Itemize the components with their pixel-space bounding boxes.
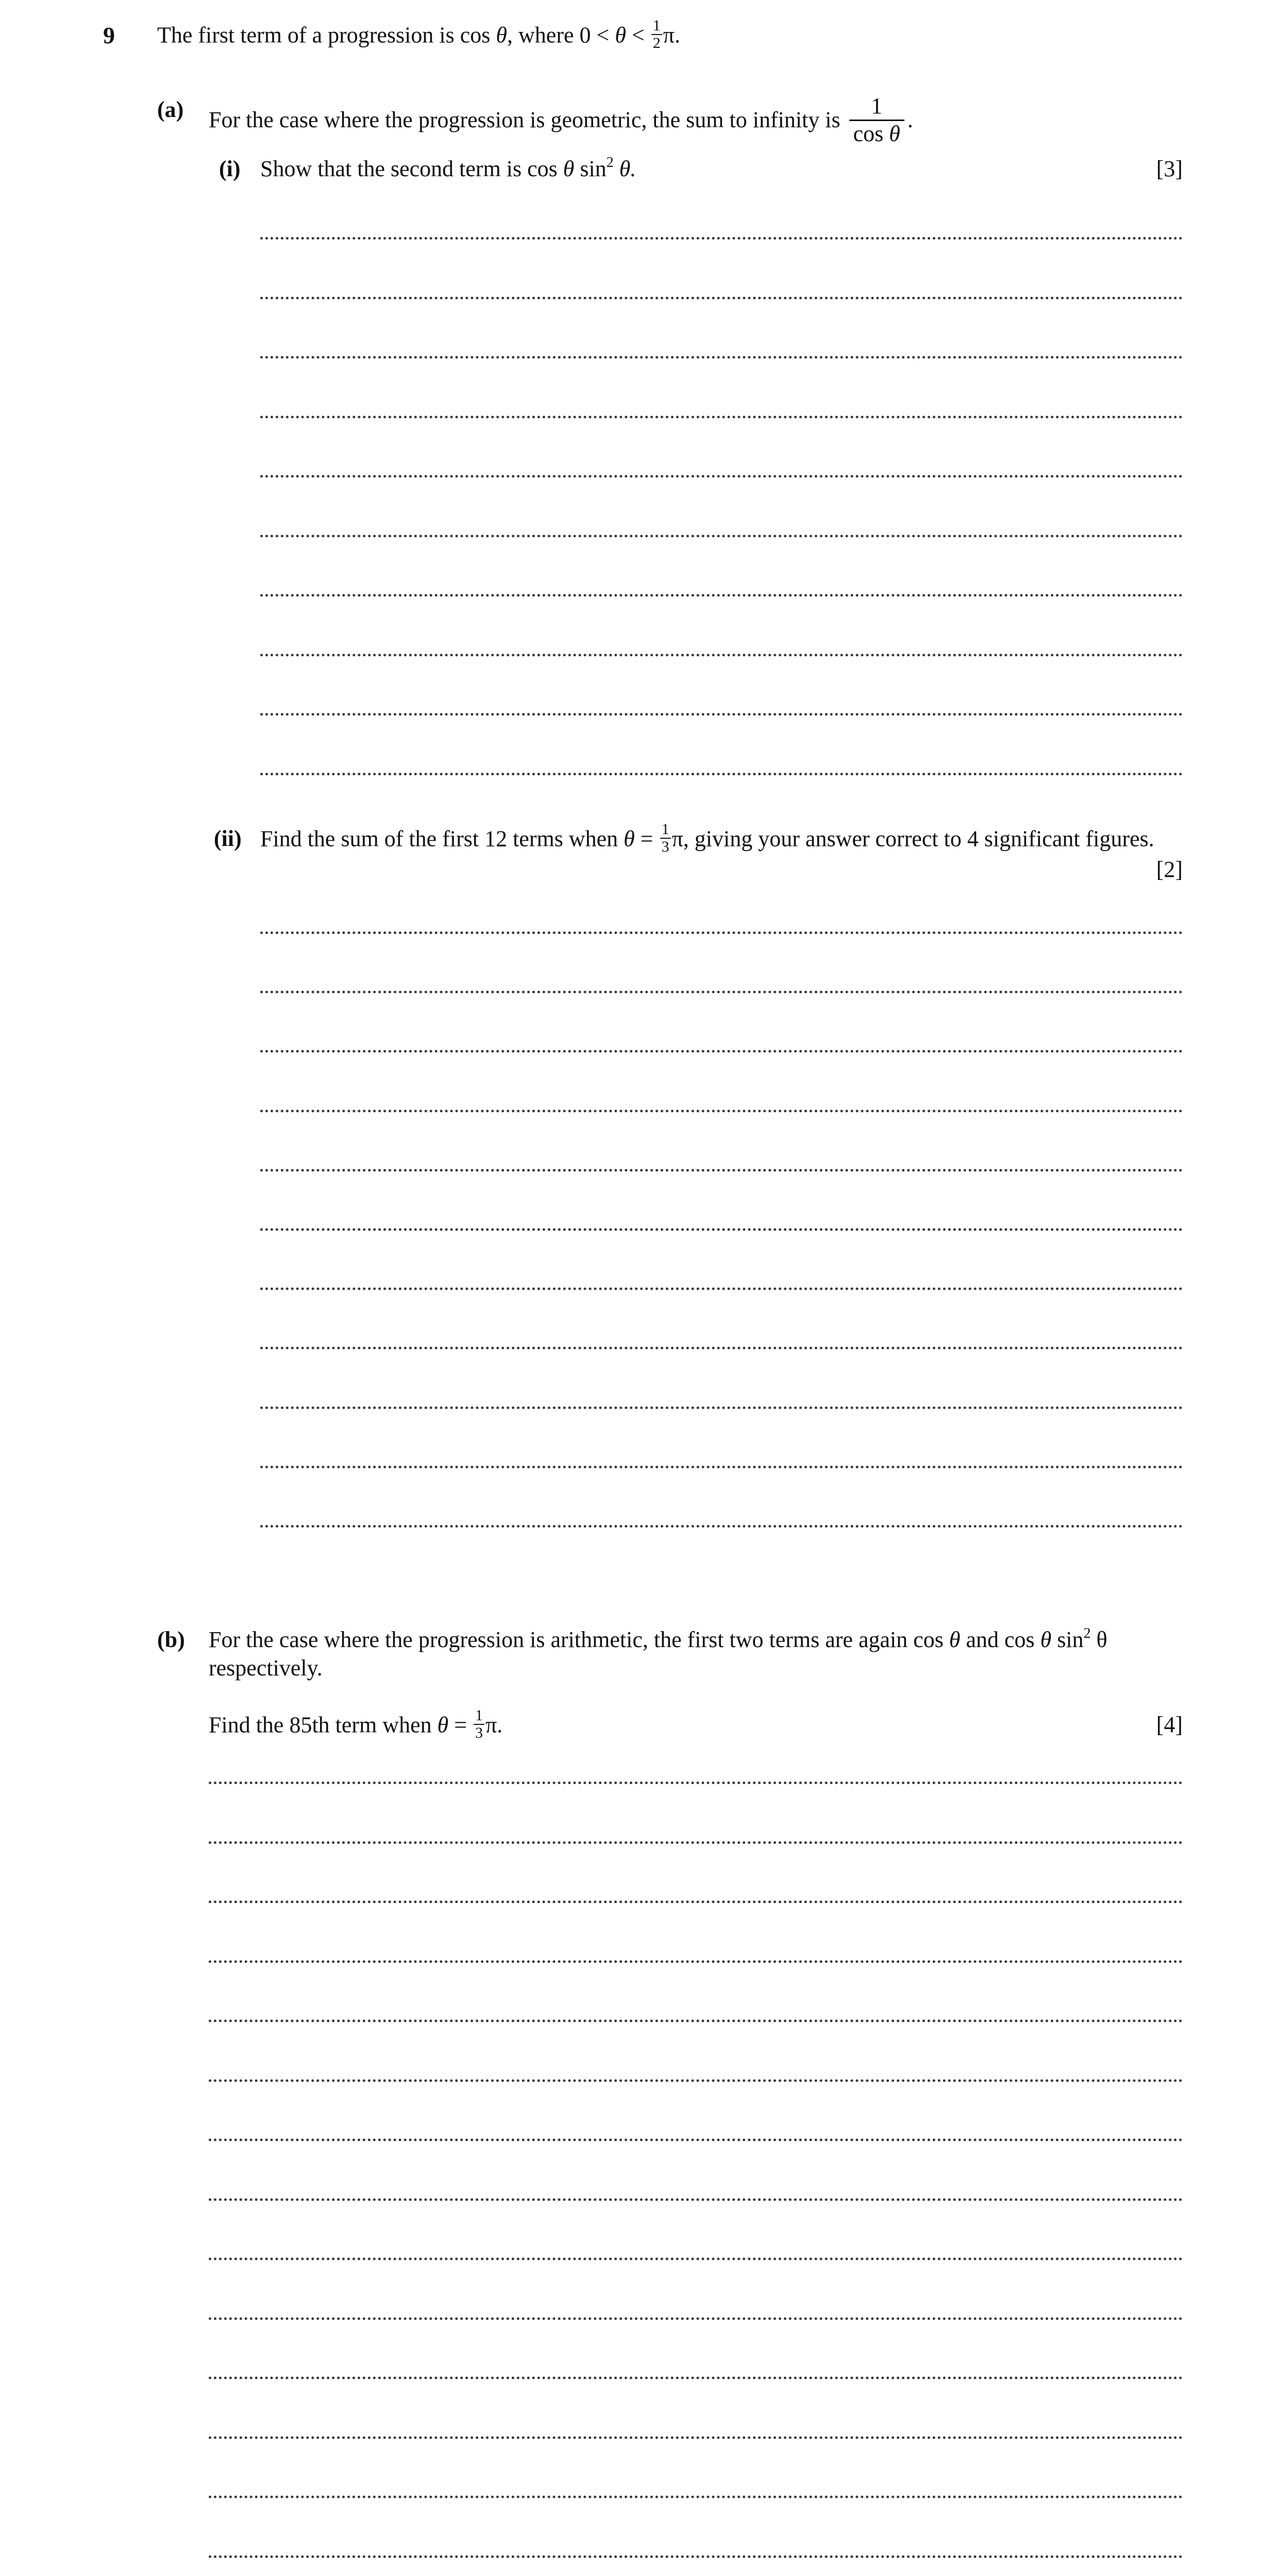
answer-line-a-ii[interactable] <box>260 1110 1183 1112</box>
theta-symbol: θ <box>563 156 575 181</box>
part-b-prefix: For the case where the progression is arithmetic, the first two terms are again cos <box>209 1627 949 1652</box>
answer-line-a-ii[interactable] <box>260 931 1183 934</box>
equals-sign: = <box>634 826 659 852</box>
answer-line-a-i[interactable] <box>260 475 1183 478</box>
theta-symbol: θ <box>437 1712 449 1738</box>
answer-line-a-ii[interactable] <box>260 1466 1183 1468</box>
answer-line-b[interactable] <box>209 2020 1183 2022</box>
part-a-end: . <box>907 107 913 133</box>
theta-symbol: θ <box>1040 1627 1052 1652</box>
part-b-find-prefix: Find the 85th term when <box>209 1712 438 1738</box>
fraction-numerator: 1 <box>474 1707 484 1725</box>
fraction-numerator: 1 <box>849 93 904 121</box>
answer-line-a-ii[interactable] <box>260 1228 1183 1231</box>
question-number: 9 <box>103 22 115 48</box>
and-cos-text: and cos <box>960 1627 1040 1652</box>
part-b-find-suffix: π. <box>485 1712 503 1738</box>
part-a-ii-suffix: π, giving your answer correct to 4 significant figures. <box>671 826 1154 852</box>
part-a-ii-marks: [2] <box>1156 857 1183 882</box>
stem-end: π. <box>663 22 681 48</box>
answer-line-b[interactable] <box>209 2555 1183 2558</box>
answer-line-a-ii[interactable] <box>260 1169 1183 1172</box>
fraction-denominator: 3 <box>661 838 669 855</box>
answer-line-a-i[interactable] <box>260 713 1183 716</box>
equals-sign: = <box>448 1712 473 1738</box>
cos-text: cos <box>853 121 889 146</box>
part-a-statement: For the case where the progression is geometric, the sum to infinity is <box>209 107 840 133</box>
part-b-marks: [4] <box>1156 1712 1183 1737</box>
part-a-label: (a) <box>157 97 184 122</box>
theta-symbol: θ <box>496 22 508 48</box>
sin-text: sin <box>1051 1627 1084 1652</box>
answer-line-b[interactable] <box>209 2139 1183 2141</box>
fraction-denominator: 3 <box>475 1724 483 1741</box>
answer-line-b[interactable] <box>209 2317 1183 2320</box>
fraction-denominator: 2 <box>652 34 661 52</box>
answer-line-b[interactable] <box>209 2198 1183 2201</box>
part-a-i-marks: [3] <box>1156 156 1183 181</box>
sin-text: sin <box>574 156 607 181</box>
answer-line-a-i[interactable] <box>260 237 1183 240</box>
answer-line-a-i[interactable] <box>260 773 1183 775</box>
theta-symbol: θ <box>949 1627 961 1652</box>
answer-line-b[interactable] <box>209 2377 1183 2379</box>
answer-line-a-ii[interactable] <box>260 1050 1183 1053</box>
part-b-label: (b) <box>157 1627 185 1652</box>
answer-line-a-i[interactable] <box>260 356 1183 359</box>
part-b-suffix: θ respectively. <box>209 1627 1107 1681</box>
answer-line-a-i[interactable] <box>260 535 1183 537</box>
stem-prefix: The first term of a progression is cos <box>157 22 496 48</box>
answer-line-b[interactable] <box>209 1901 1183 1903</box>
squared-exponent: 2 <box>606 155 614 171</box>
part-a-i-prefix: Show that the second term is cos <box>260 156 563 181</box>
answer-line-b[interactable] <box>209 2496 1183 2498</box>
part-a-ii-prefix: Find the sum of the first 12 terms when <box>260 826 624 852</box>
answer-line-a-ii[interactable] <box>260 1287 1183 1290</box>
answer-line-b[interactable] <box>209 2436 1183 2439</box>
stem-mid: , where 0 < <box>507 22 615 48</box>
answer-line-a-ii[interactable] <box>260 1347 1183 1349</box>
theta-symbol: θ <box>615 22 626 48</box>
answer-line-a-ii[interactable] <box>260 1406 1183 1409</box>
part-a-i-end: θ. <box>613 156 636 181</box>
part-a-ii-label: (ii) <box>214 826 242 851</box>
answer-line-a-ii[interactable] <box>260 1525 1183 1528</box>
answer-line-b[interactable] <box>209 2258 1183 2260</box>
squared-exponent: 2 <box>1083 1625 1091 1641</box>
answer-line-b[interactable] <box>209 1841 1183 1844</box>
fraction-numerator: 1 <box>651 18 662 35</box>
theta-symbol: θ <box>624 826 635 852</box>
answer-line-a-i[interactable] <box>260 594 1183 597</box>
answer-line-a-i[interactable] <box>260 416 1183 418</box>
fraction-numerator: 1 <box>660 821 671 839</box>
answer-line-b[interactable] <box>209 2079 1183 2082</box>
answer-line-a-ii[interactable] <box>260 991 1183 993</box>
theta-symbol: θ <box>889 121 900 146</box>
stem-lt: < <box>626 22 650 48</box>
answer-line-a-i[interactable] <box>260 654 1183 656</box>
answer-line-b[interactable] <box>209 1782 1183 1784</box>
answer-line-b[interactable] <box>209 1960 1183 1963</box>
answer-line-a-i[interactable] <box>260 297 1183 299</box>
part-a-i-label: (i) <box>219 156 241 181</box>
